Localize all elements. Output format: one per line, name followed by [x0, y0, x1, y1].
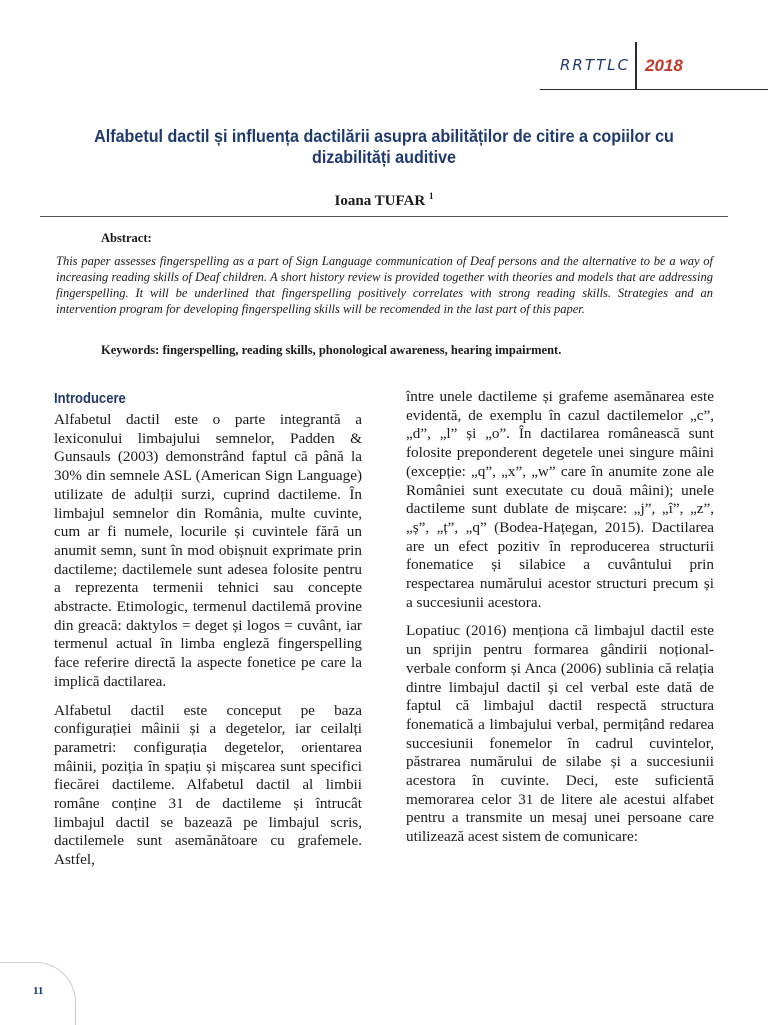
article-author: [0, 191, 768, 210]
header-rule: [540, 89, 768, 90]
author-name: Ioana TUFAR: [334, 193, 426, 209]
journal-name: RRTTLC: [559, 56, 630, 74]
abstract-text: This paper assesses fingerspelling as a part of Sign Language communication of Deaf persons and the alternative to be a way of increasing reading skills of Deaf children. A short history review is provided together with theories and models that are addressing fingerspelling. It will be underlined that fingerspelling positively correlates with strong reading skills. Strategies and an intervention program for developing fingerspelling skills will be recomended in the last part of this paper.: [56, 254, 713, 316]
article-title: Alfabetul dactil și influența dactilării asupra abilităților de citire a copiilor cu dizabilități auditive: [94, 126, 674, 167]
section-heading: Introducere: [54, 391, 126, 407]
journal-year: 2018: [645, 56, 683, 75]
body-paragraph: Alfabetul dactil este conceput pe baza configurației mâinii și a degetelor, iar ceilalți parametri: configurația degetelor, orientarea mâinii, poziția în spațiu și mișcarea sunt specifici fiecărei dactileme. Alfabetul dactil al limbii române conține 31 de dactileme și întrucât limbajul dactil se bazează pe limbajul scris, dactilemele sunt asemănătoare cu grafemele. Astfel,: [54, 701, 362, 869]
body-paragraph: Alfabetul dactil este o parte integrantă a lexiconului limbajului semnelor, Padden & Gunsauls (2003) demonstrând faptul că până la 30% din semnele ASL (American Sign Language) utilizate de adulții surzi, cuprind dactileme. În limbajul semnelor din România, multe cuvinte, cum ar fi numele, locurile și cuvintele fără un anumit semn, sunt în mod obișnuit exprimate prin dactileme; dactilemele sunt adesea folosite pentru a reprezenta termenii tehnici sau concepte abstracte. Etimologic, termenul dactilemă provine din greacă: daktylos = deget și logos = cuvânt, iar termenul actual în limba engleză fingerspelling face referire directă la aspecte fonetice pe care la implică dactilarea.: [54, 411, 362, 690]
body-paragraph: Lopatiuc (2016) menționa că limbajul dactil este un sprijin pentru formarea gândirii noțional-verbale conform și Anca (2006) sublinia că relația dintre limbajul dactil și cel verbal este dată de faptul că limbajul dactil respectă structura fonematică a limbajului verbal, permițând redarea succesiunii fonemelor în cadrul cuvintelor, păstrarea numărului de silabe și a succesiunii acestora în cuvinte. Deci, este suficientă memorarea celor 31 de litere ale acestui alfabet pentru a transmite un mesaj unei persoane care utilizează acest sistem de comunicare:: [406, 622, 714, 846]
header-separator: [635, 42, 637, 90]
right-column: [406, 388, 714, 857]
keywords: Keywords: fingerspelling, reading skills, phonological awareness, hearing impairment.: [101, 343, 562, 357]
body-paragraph: între unele dactileme și grafeme asemănarea este evidentă, de exemplu în cazul dactilemelor „c”, „d”, „l” și „o”. În dactilarea românească sunt folosite preponderent degetele unei singure mâini (excepție: „q”, „x”, „w” care în anumite zone ale României sunt executate cu două mâini); unele dactileme sunt dublate de mișcare: „j”, „î”, „z”, „ș”, „ț”, „q” (Bodea-Hațegan, 2015). Dactilarea are un efect pozitiv în reproducerea structurii fonematice și silabice a cuvântului prin respectarea numărului acestor structuri precum și a succesiunii acestora.: [406, 388, 714, 611]
left-column: [54, 388, 362, 880]
abstract-label: Abstract:: [101, 231, 152, 245]
page-number: 11: [33, 985, 44, 997]
author-footnote-marker: 1: [428, 191, 434, 201]
title-divider: [40, 216, 728, 217]
